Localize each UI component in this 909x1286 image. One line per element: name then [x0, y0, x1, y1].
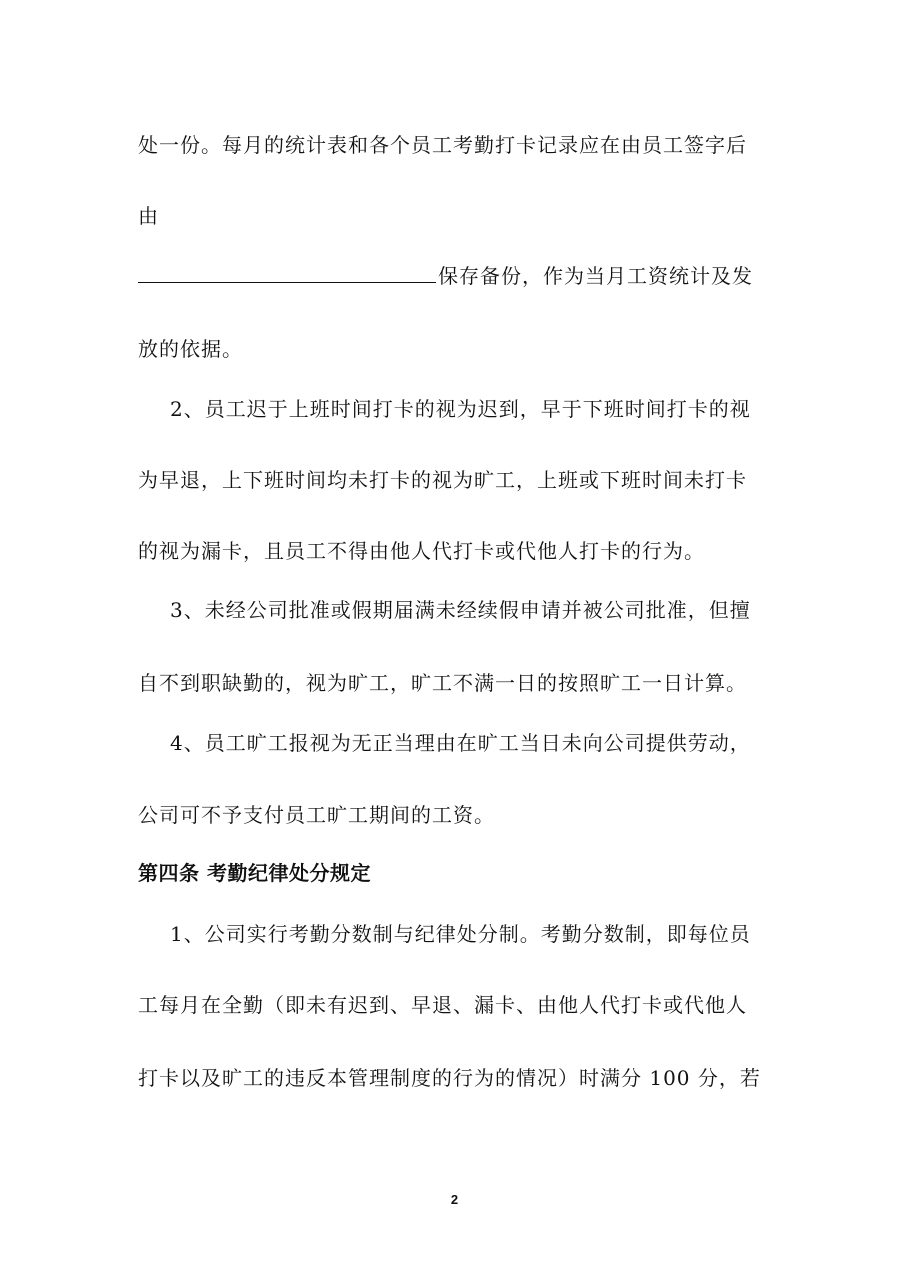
- text-line: 自不到职缺勤的，视为旷工，旷工不满一日的按照旷工一日计算。: [138, 671, 747, 695]
- text-line-with-blank: [138, 262, 753, 290]
- text-line: 工每月在全勤（即未有迟到、早退、漏卡、由他人代打卡或代他人: [138, 993, 747, 1017]
- text-line: 为早退，上下班时间均未打卡的视为旷工，上班或下班时间未打卡: [138, 468, 747, 492]
- section-heading: 第四条 考勤纪律处分规定: [138, 861, 371, 885]
- text-line: 1、公司实行考勤分数制与纪律处分制。考勤分数制，即每位员: [170, 922, 751, 946]
- fill-in-blank: [138, 262, 436, 283]
- text-line: 打卡以及旷工的违反本管理制度的行为的情况）时满分 100 分，若: [138, 1066, 761, 1090]
- text-line: 4、员工旷工报视为无正当理由在旷工当日未向公司提供劳动，: [170, 731, 751, 755]
- text-line: 的视为漏卡，且员工不得由他人代打卡或代他人打卡的行为。: [138, 539, 705, 563]
- text-line: 2、员工迟于上班时间打卡的视为迟到，早于下班时间打卡的视: [170, 397, 751, 421]
- text-line: 由: [138, 204, 159, 228]
- page-number: 2: [450, 1192, 459, 1207]
- text-line: 公司可不予支付员工旷工期间的工资。: [138, 803, 495, 827]
- text-line: 3、未经公司批准或假期届满未经续假申请并被公司批准，但擅: [170, 598, 751, 622]
- text-line: 处一份。每月的统计表和各个员工考勤打卡记录应在由员工签字后: [138, 133, 747, 157]
- text-line: 放的依据。: [138, 337, 243, 361]
- text-fragment: 保存备份，作为当月工资统计及发: [438, 264, 753, 288]
